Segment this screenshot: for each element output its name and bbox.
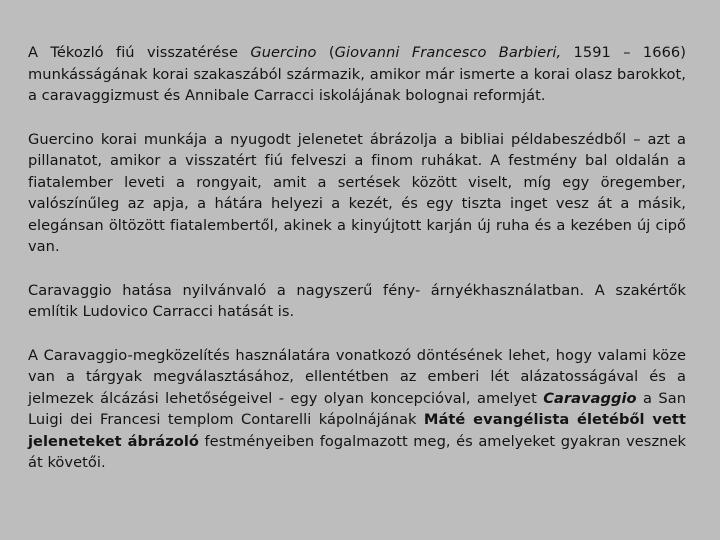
p4-text-1: A Caravaggio-megközelítés használatára vonatkozó döntésének lehet, hogy valami köze van a tárgyak megválasztásához, ellentétben az emberi lét alázatosságával és a jelmezek álcázási lehetőségeivel - egy olyan koncepcióval, amelyet <box>28 346 686 407</box>
p1-text-3: 1591 – 1666) munkásságának korai szakaszából származik, amikor már ismerte a korai olasz barokkot, a caravaggizmust és Annibale Carracci iskolájának bolognai reformját. <box>28 44 687 104</box>
paragraph-3 <box>28 280 686 323</box>
p4-text-3: festményeiben fogalmazott meg, és amelyeket gyakran vesznek át követői. <box>28 432 686 471</box>
paragraph-1 <box>28 42 686 107</box>
p1-artist-name: Guercino <box>250 44 317 61</box>
p1-text-1: A Tékozló fiú visszatérése <box>28 44 251 61</box>
p3-text-1: Caravaggio hatása nyilvánvaló a nagyszerű fény- árnyékhasználatban. A szakértők említik Ludovico Carracci hatását is. <box>28 281 686 320</box>
p2-text-1: Guercino korai munkája a nyugodt jelenetet ábrázolja a bibliai példabeszédből – azt a pillanatot, amikor a visszatért fiú felveszi a finom ruhákat. A festmény bal oldalán a fiatalember leveti a rongyait, amit a sertések között viselt, míg egy öregember, valószínűleg az apja, a hátára helyezi a kezét, és egy tiszta inget vesz át a másik, elegánsan öltözött fiatalembertől, akinek a kinyújtott karján új ruha és a kezében új cipő van. <box>28 130 686 255</box>
paragraph-4 <box>28 345 686 474</box>
p1-text-2: ( <box>316 44 335 61</box>
p4-text-2: a San Luigi dei Francesi templom Contarelli kápolnájának <box>28 389 686 428</box>
p4-bold-phrase: Máté evangélista életéből vett jeleneteket ábrázoló <box>28 411 686 450</box>
p1-artist-full-name: Giovanni Francesco Barbieri, <box>334 44 562 61</box>
paragraph-2 <box>28 129 686 258</box>
p4-caravaggio: Caravaggio <box>543 389 637 407</box>
text-body <box>28 42 686 496</box>
